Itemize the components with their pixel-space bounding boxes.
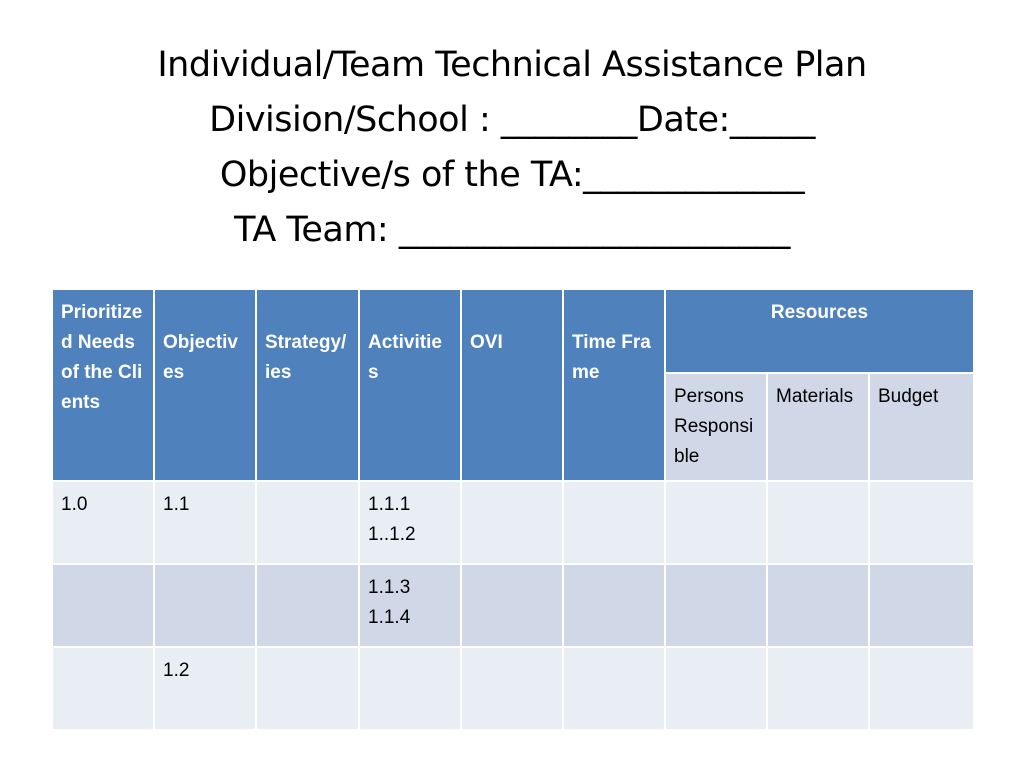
- cell-strategies: [256, 647, 359, 730]
- header-resources: Resources: [665, 289, 974, 373]
- subheader-persons-responsible: Persons Responsible: [665, 373, 767, 481]
- cell-time-frame: [563, 564, 665, 647]
- cell-budget: [869, 647, 974, 730]
- activity-item: 1.1.1: [368, 494, 411, 515]
- title-line-ta-team: TA Team: _______________________: [234, 210, 790, 250]
- activity-item: 1..1.2: [368, 524, 416, 545]
- cell-persons: [665, 564, 767, 647]
- subheader-materials: Materials: [767, 373, 869, 481]
- cell-budget: [869, 481, 974, 564]
- cell-time-frame: [563, 647, 665, 730]
- title-line-objectives: Objective/s of the TA:_____________: [219, 155, 805, 195]
- title-line-division-date: Division/School : ________Date:_____: [209, 100, 815, 140]
- cell-needs: [52, 564, 154, 647]
- table-header-row: [52, 289, 974, 373]
- cell-objectives: 1.1: [154, 481, 256, 564]
- cell-objectives: 1.2: [154, 647, 256, 730]
- cell-materials: [767, 564, 869, 647]
- ta-plan-table: [51, 288, 975, 731]
- cell-strategies: [256, 481, 359, 564]
- header-ovi: OVI: [461, 289, 563, 481]
- cell-ovi: [461, 481, 563, 564]
- table-row: [52, 481, 974, 564]
- header-time-frame: Time Frame: [563, 289, 665, 481]
- title-line-plan: Individual/Team Technical Assistance Plan: [157, 45, 867, 85]
- cell-needs: 1.0: [52, 481, 154, 564]
- cell-activities: [359, 647, 461, 730]
- header-strategies: Strategy/ies: [256, 289, 359, 481]
- table-row: [52, 564, 974, 647]
- slide-title: [0, 38, 1024, 258]
- cell-time-frame: [563, 481, 665, 564]
- table-row: [52, 647, 974, 730]
- activity-item: 1.1.4: [368, 607, 411, 628]
- cell-ovi: [461, 564, 563, 647]
- cell-materials: [767, 647, 869, 730]
- cell-persons: [665, 481, 767, 564]
- cell-budget: [869, 564, 974, 647]
- cell-activities: [359, 481, 461, 564]
- subheader-budget: Budget: [869, 373, 974, 481]
- activity-item: 1.1.3: [368, 577, 411, 598]
- cell-persons: [665, 647, 767, 730]
- cell-strategies: [256, 564, 359, 647]
- cell-needs: [52, 647, 154, 730]
- cell-ovi: [461, 647, 563, 730]
- header-prioritized-needs: Prioritized Needs of the Clients: [52, 289, 154, 481]
- cell-materials: [767, 481, 869, 564]
- header-activities: Activities: [359, 289, 461, 481]
- cell-objectives: [154, 564, 256, 647]
- cell-activities: [359, 564, 461, 647]
- header-objectives: Objectives: [154, 289, 256, 481]
